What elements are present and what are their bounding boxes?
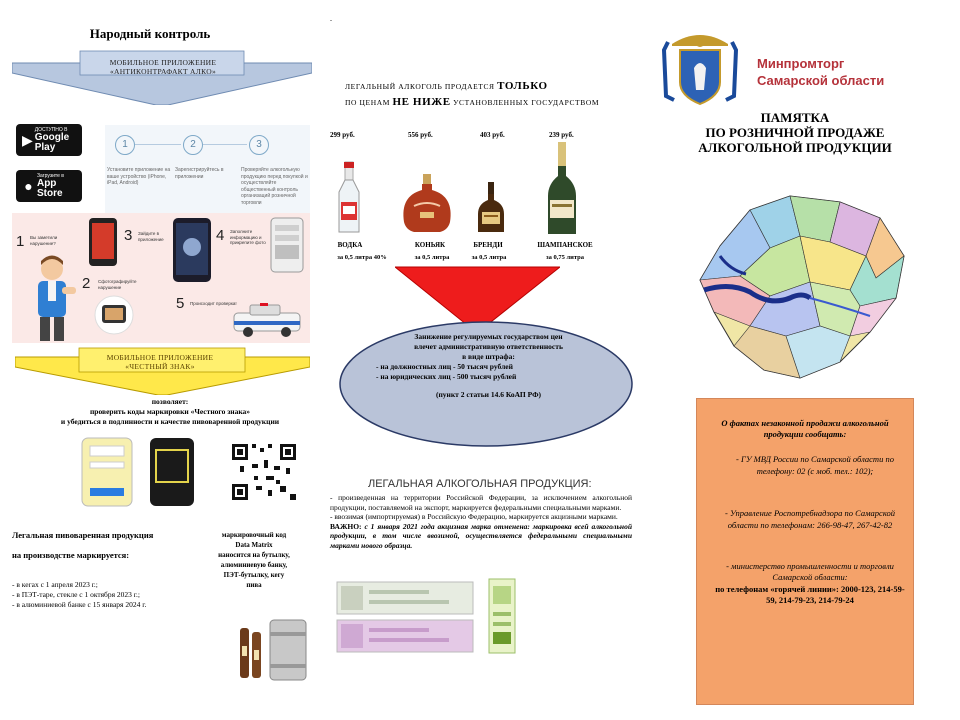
illus-step-caption: Сфотографируйте нарушение bbox=[98, 279, 137, 290]
app-usage-illustration bbox=[12, 213, 310, 343]
google-play-badge[interactable] bbox=[16, 124, 82, 156]
datamatrix-info: маркировочный код Data Matrix наносится на бутылку, алюминиевую банку, ПЭТ-бутылку, кегу пива bbox=[218, 531, 290, 589]
illus-step-caption: Вы заметили нарушение? bbox=[30, 235, 58, 246]
champagne-volume: за 0,75 литра bbox=[545, 254, 585, 261]
report-contacts-box bbox=[696, 398, 914, 705]
cognac-volume: за 0,5 литра bbox=[414, 254, 450, 261]
google-play-icon: ▶ bbox=[21, 131, 33, 148]
step-text: Проверяйте алкогольную продукцию перед покупкой и осуществляйте общественный контроль организаций розничной торговли bbox=[241, 167, 308, 206]
apple-icon: ● bbox=[24, 178, 33, 194]
step-number: 3 bbox=[249, 135, 269, 155]
beer-date-item: - в алюминиевой банке с 15 января 2024 г. bbox=[12, 600, 147, 609]
beer-kegs-image bbox=[236, 610, 311, 688]
beer-marking-dates bbox=[12, 580, 146, 610]
cognac-price: 556 руб. bbox=[408, 131, 433, 139]
install-steps-panel bbox=[105, 125, 310, 213]
illus-step-number: 5 bbox=[176, 295, 185, 312]
samara-region-map bbox=[690, 186, 910, 386]
illus-step-number: 3 bbox=[124, 227, 133, 244]
ministry-name-line2: Самарской области bbox=[757, 73, 885, 88]
champagne-label: ШАМПАНСКОЕ bbox=[537, 241, 593, 249]
legal-products-text: - произведенная на территории Российской Федерации, за исключением алкогольной продукции, поставляемой на экспорт, маркируется федеральными специальными марками. - ввозимая (импортируемая) в Российскую Федерацию, маркируется акцизными марками. ВАЖНО: с 1 января 2021 года акцизная марка отменена: маркировка всей алкогольной продукции, в том числе ввозимой, осуществляется федеральными специальными марками нового образца. bbox=[330, 493, 632, 550]
phone-icon bbox=[270, 217, 304, 273]
ministry-contact: - министерство промышленности и торговли Самарской области: bbox=[726, 561, 894, 582]
app-store-text: App Store bbox=[36, 177, 63, 199]
memo-title: ПАМЯТКА ПО РОЗНИЧНОЙ ПРОДАЖЕ АЛКОГОЛЬНОЙ ПРОДУКЦИИ bbox=[698, 110, 892, 155]
google-play-small-text: ДОСТУПНО В bbox=[34, 126, 68, 133]
phone-icon bbox=[88, 217, 118, 267]
illus-step-caption: Происходит проверка! bbox=[190, 301, 237, 306]
brandy-bottle-icon bbox=[474, 180, 508, 234]
honest-sign-phones-image bbox=[80, 436, 310, 508]
step-number: 1 bbox=[115, 135, 135, 155]
illus-step-number: 4 bbox=[216, 227, 225, 244]
beer-marked-text: на производстве маркируется: bbox=[12, 550, 130, 560]
brandy-label: БРЕНДИ bbox=[473, 241, 503, 249]
police-car-icon bbox=[232, 303, 302, 339]
federal-stamp-image bbox=[488, 578, 516, 654]
report-contacts-title: О фактах незаконной продажи алкогольной продукции сообщать: bbox=[721, 418, 889, 439]
step-number: 2 bbox=[183, 135, 203, 155]
vodka-price: 299 руб. bbox=[330, 131, 355, 139]
cognac-label: КОНЬЯК bbox=[414, 241, 446, 249]
app-store-small-text: Загрузите в bbox=[36, 172, 64, 179]
illus-step-number: 1 bbox=[16, 233, 25, 250]
legal-alcohol-prices-text: ПО ЦЕНАМ НЕ НИЖЕ УСТАНОВЛЕННЫХ ГОСУДАРСТВОМ bbox=[345, 96, 600, 108]
vodka-volume: за 0,5 литра 40% bbox=[337, 254, 387, 261]
phone-icon bbox=[172, 217, 212, 283]
beer-date-item: - в кегах с 1 апреля 2023 г.; bbox=[12, 580, 98, 589]
legal-alcohol-only-text: ЛЕГАЛЬНЫЙ АЛКОГОЛЬ ПРОДАЕТСЯ ТОЛЬКО bbox=[345, 80, 548, 92]
narodny-control-title: Народный контроль bbox=[89, 26, 211, 41]
champagne-price: 239 руб. bbox=[549, 131, 574, 139]
honest-sign-allows-text: позволяет: проверить коды маркировки «Честного знака» и убедиться в подлинности и качестве пивоваренной продукции bbox=[60, 397, 280, 426]
legal-beer-title: Легальная пивоваренная продукция bbox=[12, 530, 154, 540]
vodka-bottle-icon bbox=[330, 160, 368, 236]
excise-stamps-image bbox=[335, 578, 475, 656]
legal-products-heading: ЛЕГАЛЬНАЯ АЛКОГОЛЬНАЯ ПРОДУКЦИЯ: bbox=[368, 478, 592, 490]
ministry-hotline-phones: по телефонам «горячей линии»: 2000-123, 214-59-59, 214-79-23, 214-79-24 bbox=[715, 584, 905, 605]
samara-coat-of-arms-icon bbox=[660, 32, 740, 108]
honest-sign-app-label: МОБИЛЬНОЕ ПРИЛОЖЕНИЕ «ЧЕСТНЫЙ ЗНАК» bbox=[106, 353, 214, 371]
step-text: Установите приложение на ваше устройство (iPhone, iPad, Android) bbox=[107, 167, 171, 186]
fine-info-text: Занижение регулируемых государством цен влечет административную ответственность в виде штрафа: - на должностных лиц - 50 тысяч рублей - на юридических лиц - 500 тысяч рублей (пункт 2 статьи 14.6 КоАП РФ) bbox=[376, 332, 563, 399]
beer-date-item: - в ПЭТ-таре, стекле с 1 октября 2023 г.; bbox=[12, 590, 140, 599]
illus-step-caption: Заполните информацию и прикрепите фото bbox=[230, 229, 266, 245]
illus-step-caption: Зайдите в приложение bbox=[138, 231, 164, 242]
vodka-label: ВОДКА bbox=[337, 241, 363, 249]
step-text: Зарегистрируйтесь в приложении bbox=[175, 167, 224, 180]
brandy-price: 403 руб. bbox=[480, 131, 505, 139]
app-store-badge[interactable] bbox=[16, 170, 82, 202]
person-illustration bbox=[26, 253, 78, 343]
anti-app-label: МОБИЛЬНОЕ ПРИЛОЖЕНИЕ «АНТИКОНТРАФАКТ АЛКО» bbox=[109, 58, 217, 76]
camera-photo-icon bbox=[94, 295, 134, 335]
google-play-text: Google Play bbox=[34, 131, 70, 153]
rospotrebnadzor-contact: - Управление Роспотребнадзора по Самарской области по телефонам: 266-98-47, 267-42-82 bbox=[725, 508, 895, 530]
champagne-bottle-icon bbox=[540, 140, 584, 236]
dot-mark: . bbox=[330, 14, 332, 23]
brandy-volume: за 0,5 литра bbox=[471, 254, 507, 261]
ministry-name-line1: Минпромторг bbox=[757, 56, 845, 71]
cognac-bottle-icon bbox=[392, 172, 462, 234]
illus-step-number: 2 bbox=[82, 275, 91, 292]
mvd-contact: - ГУ МВД России по Самарской области по телефону: 02 (с моб. тел.: 102); bbox=[736, 454, 894, 476]
